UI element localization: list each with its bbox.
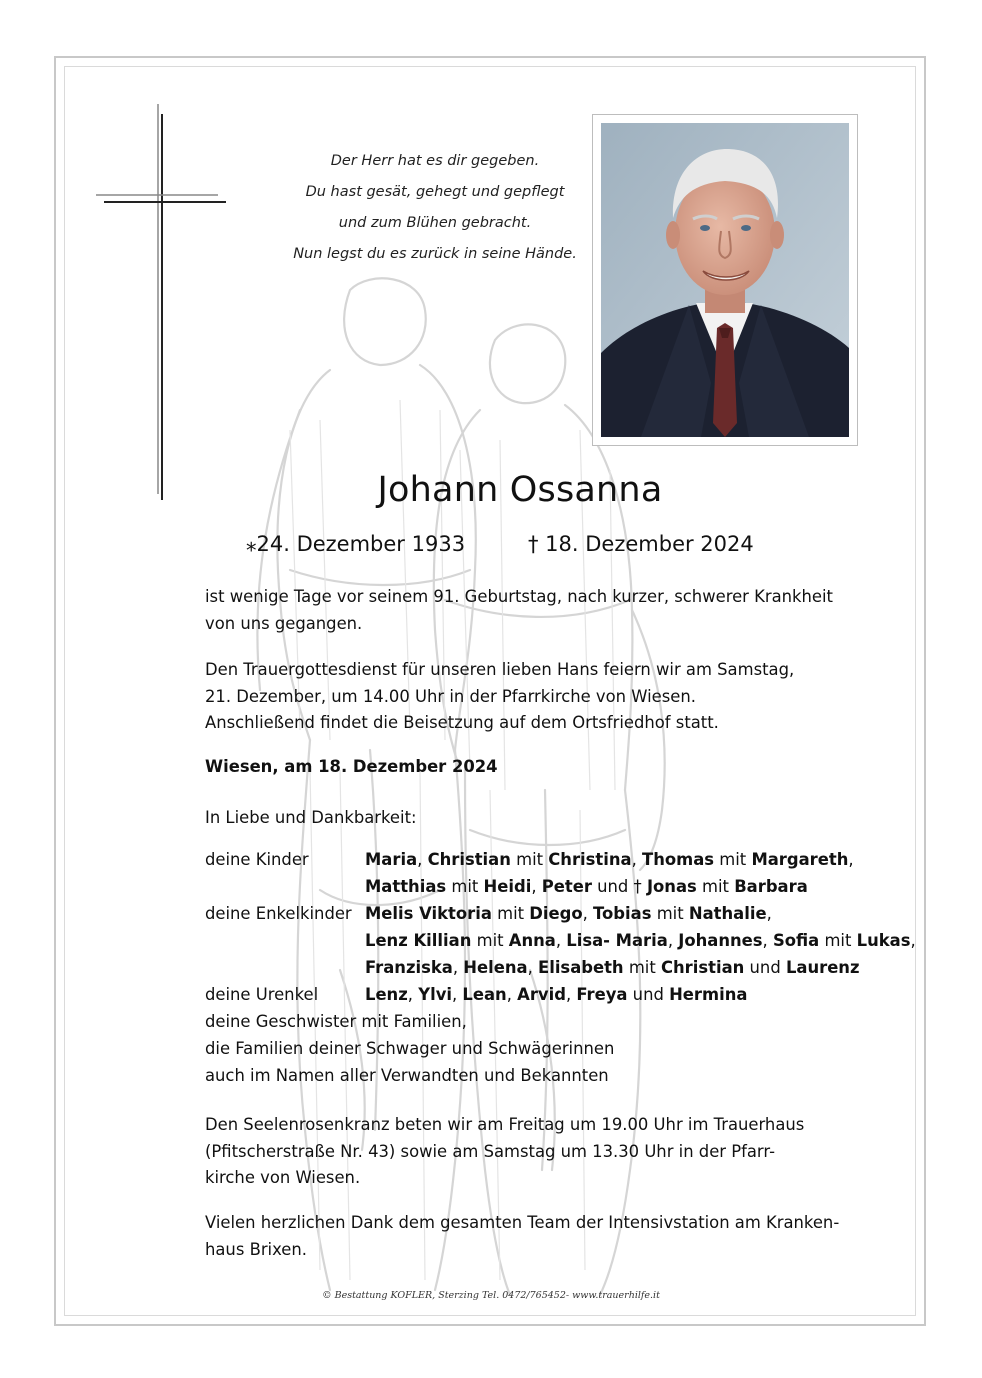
family-label: deine Enkelkinder bbox=[205, 904, 352, 923]
text-line: 21. Dezember, um 14.00 Uhr in der Pfarrkirche von Wiesen. bbox=[205, 686, 696, 706]
portrait-photo bbox=[601, 123, 849, 437]
death-date: † 18. Dezember 2024 bbox=[528, 532, 754, 556]
announcement-paragraph bbox=[205, 584, 833, 637]
family-line: deine Geschwister mit Familien, bbox=[205, 1012, 467, 1031]
family-names: Franziska, Helena, Elisabeth mit Christian und Laurenz bbox=[365, 958, 860, 977]
verse-line: Nun legst du es zurück in seine Hände. bbox=[293, 246, 577, 262]
verse-line: Du hast gesät, gehegt und gepflegt bbox=[305, 184, 565, 200]
family-row-enkel-cont bbox=[205, 954, 905, 981]
text-line: haus Brixen. bbox=[205, 1239, 307, 1259]
birth-date: ⁎24. Dezember 1933 bbox=[246, 532, 466, 556]
family-label: deine Urenkel bbox=[205, 985, 319, 1004]
family-list bbox=[205, 846, 916, 1089]
rosary-paragraph bbox=[205, 1112, 804, 1192]
text-line: ist wenige Tage vor seinem 91. Geburtstag, nach kurzer, schwerer Krankheit bbox=[205, 587, 833, 606]
text-line: kirche von Wiesen. bbox=[205, 1168, 361, 1187]
family-row-enkel-cont bbox=[205, 927, 916, 954]
family-names: Lenz, Ylvi, Lean, Arvid, Freya und Hermina bbox=[365, 985, 748, 1004]
cross-icon bbox=[96, 104, 228, 500]
family-row-enkel bbox=[205, 900, 905, 927]
footer-credit: © Bestattung KOFLER, Sterzing Tel. 0472/765452- www.trauerhilfe.it bbox=[322, 1290, 660, 1301]
bible-verse bbox=[270, 146, 600, 270]
text-line: von uns gegangen. bbox=[205, 613, 363, 633]
family-row-kinder-cont bbox=[205, 873, 905, 900]
place-and-date: Wiesen, am 18. Dezember 2024 bbox=[205, 757, 498, 776]
thanks-paragraph bbox=[205, 1210, 839, 1263]
text-line: (Pfitscherstraße Nr. 43) sowie am Samstag um 13.30 Uhr in der Pfarr- bbox=[205, 1141, 775, 1161]
text-line: Den Trauergottesdienst für unseren lieben Hans feiern wir am Samstag, bbox=[205, 660, 795, 679]
family-row-kinder bbox=[205, 846, 905, 873]
family-names: Melis Viktoria mit Diego, Tobias mit Nathalie, bbox=[365, 904, 772, 923]
family-line: auch im Namen aller Verwandten und Bekannten bbox=[205, 1066, 609, 1085]
text-line: Den Seelenrosenkranz beten wir am Freitag um 19.00 Uhr im Trauerhaus bbox=[205, 1115, 805, 1134]
verse-line: und zum Blühen gebracht. bbox=[338, 215, 532, 231]
verse-line: Der Herr hat es dir gegeben. bbox=[330, 153, 540, 169]
text-line: Vielen herzlichen Dank dem gesamten Team der Intensivstation am Kranken- bbox=[205, 1213, 840, 1232]
text-line: Anschließend findet die Beisetzung auf dem Ortsfriedhof statt. bbox=[205, 713, 719, 732]
family-line: die Familien deiner Schwager und Schwägerinnen bbox=[205, 1039, 615, 1058]
funeral-service-paragraph bbox=[205, 657, 794, 737]
family-row-urenkel bbox=[205, 981, 905, 1008]
family-names: Maria, Christian mit Christina, Thomas mit Margareth, bbox=[365, 850, 854, 869]
family-label: deine Kinder bbox=[205, 850, 309, 869]
family-names: Lenz Killian mit Anna, Lisa- Maria, Johannes, Sofia mit Lukas, bbox=[365, 931, 916, 950]
family-names: Matthias mit Heidi, Peter und † Jonas mit Barbara bbox=[365, 877, 808, 896]
love-gratitude-line: In Liebe und Dankbarkeit: bbox=[205, 808, 417, 827]
deceased-name: Johann Ossanna bbox=[377, 470, 663, 510]
